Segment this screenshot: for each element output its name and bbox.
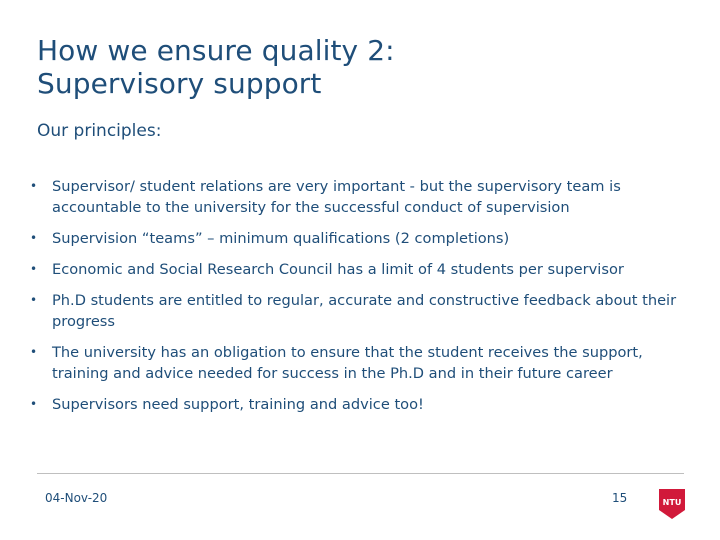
bullet-icon: • xyxy=(30,345,38,359)
bullet-icon: • xyxy=(30,231,38,245)
logo-text: NTU xyxy=(662,498,682,507)
bullet-item xyxy=(30,394,680,415)
bullet-text: Supervisors need support, training and advice too! xyxy=(52,396,424,413)
bullet-text: The university has an obligation to ensure that the student receives the support, training and advice needed for success in the Ph.D and in their future career xyxy=(52,344,643,382)
bullet-icon: • xyxy=(30,179,38,193)
bullet-item xyxy=(30,176,680,218)
bullet-item xyxy=(30,290,680,332)
slide-title-line-2: Supervisory support xyxy=(37,67,322,100)
slide-subtitle: Our principles: xyxy=(37,121,162,141)
slide-title xyxy=(37,34,677,100)
footer-divider xyxy=(37,473,684,474)
bullet-icon: • xyxy=(30,397,38,411)
ntu-logo-icon xyxy=(657,488,687,520)
bullet-icon: • xyxy=(30,262,38,276)
slide-title-line-1: How we ensure quality 2: xyxy=(37,34,395,67)
bullet-list xyxy=(30,176,680,425)
footer-date: 04-Nov-20 xyxy=(45,491,108,505)
bullet-text: Supervisor/ student relations are very important - but the supervisory team is accountable to the university for the successful conduct of supervision xyxy=(52,178,621,216)
bullet-text: Ph.D students are entitled to regular, accurate and constructive feedback about their progress xyxy=(52,292,677,330)
bullet-text: Supervision “teams” – minimum qualifications (2 completions) xyxy=(52,230,510,247)
bullet-item xyxy=(30,228,680,249)
bullet-item xyxy=(30,342,680,384)
bullet-text: Economic and Social Research Council has a limit of 4 students per supervisor xyxy=(52,261,624,278)
bullet-icon: • xyxy=(30,293,38,307)
page-number: 15 xyxy=(612,491,628,505)
bullet-item xyxy=(30,259,680,280)
